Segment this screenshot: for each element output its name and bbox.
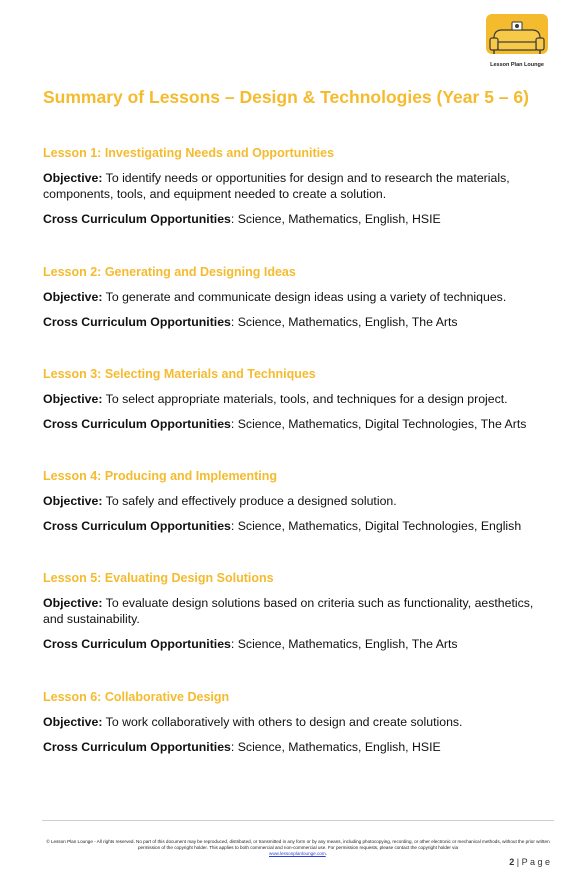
cross-curriculum-text: : Science, Mathematics, English, HSIE: [230, 212, 441, 226]
lesson-objective: [43, 289, 548, 305]
logo-text: Lesson Plan Lounge: [490, 62, 544, 68]
lesson-cross-curriculum: [43, 636, 548, 652]
objective-text: To generate and communicate design ideas using a variety of techniques.: [105, 290, 507, 304]
objective-label: Objective:: [43, 494, 103, 508]
lesson-4: [43, 469, 548, 543]
page-number-value: 2: [509, 857, 515, 867]
lesson-heading: Lesson 2: Generating and Designing Ideas: [43, 265, 296, 279]
cross-curriculum-label: Cross Curriculum Opportunities: [43, 740, 231, 754]
objective-label: Objective:: [43, 596, 103, 610]
link-suffix: .: [325, 851, 327, 856]
lesson-5: [43, 571, 548, 661]
sofa-logo-icon: [480, 12, 554, 62]
page-title: Summary of Lessons – Design & Technologies (Year 5 – 6): [43, 87, 529, 107]
lesson-objective: [43, 714, 548, 730]
page-number: [509, 857, 550, 867]
lesson-heading: Lesson 4: Producing and Implementing: [43, 469, 278, 483]
page-label: | P a g e: [516, 857, 550, 867]
objective-text: To evaluate design solutions based on criteria such as functionality, aesthetics, and sustainability.: [43, 596, 534, 626]
lesson-6: [43, 690, 548, 764]
lesson-objective: [43, 391, 548, 407]
objective-label: Objective:: [43, 290, 103, 304]
cross-curriculum-label: Cross Curriculum Opportunities: [43, 637, 231, 651]
cross-curriculum-text: : Science, Mathematics, English, The Arts: [230, 315, 458, 329]
objective-text: To select appropriate materials, tools, and techniques for a design project.: [105, 392, 508, 406]
lesson-objective: [43, 493, 548, 509]
cross-curriculum-text: : Science, Mathematics, Digital Technologies, The Arts: [230, 417, 527, 431]
objective-label: Objective:: [43, 715, 103, 729]
lesson-heading: Lesson 5: Evaluating Design Solutions: [43, 571, 274, 585]
lesson-cross-curriculum: [43, 739, 548, 755]
cross-curriculum-text: : Science, Mathematics, English, The Arts: [230, 637, 458, 651]
footer-divider: [42, 820, 554, 821]
lesson-heading: Lesson 6: Collaborative Design: [43, 690, 230, 704]
lesson-heading: Lesson 1: Investigating Needs and Opportunities: [43, 146, 335, 160]
lesson-1: [43, 146, 548, 236]
lesson-cross-curriculum: [43, 416, 548, 432]
lesson-objective: [43, 170, 548, 202]
cross-curriculum-label: Cross Curriculum Opportunities: [43, 212, 231, 226]
lesson-cross-curriculum: [43, 211, 548, 227]
logo: [480, 12, 554, 68]
objective-label: Objective:: [43, 171, 103, 185]
cross-curriculum-label: Cross Curriculum Opportunities: [43, 315, 231, 329]
cross-curriculum-text: : Science, Mathematics, English, HSIE: [230, 740, 441, 754]
copyright-text: © Lesson Plan Lounge - All rights reserved. No part of this document may be reproduced, distributed, or transmitted in any form or by any means, including photocopying, recording, or other electronic or mechanical methods, without the prior written permission of the copyright holder. This applies to both commercial and non-commercial use. For permission requests, please contact the copyright holder via: [46, 839, 550, 850]
website-link[interactable]: www.lessonplanlounge.com: [269, 851, 326, 856]
footer-copyright: [42, 839, 554, 857]
lesson-cross-curriculum: [43, 518, 548, 534]
objective-label: Objective:: [43, 392, 103, 406]
cross-curriculum-label: Cross Curriculum Opportunities: [43, 417, 231, 431]
lesson-2: [43, 265, 548, 339]
lesson-objective: [43, 595, 548, 627]
objective-text: To identify needs or opportunities for design and to research the materials, components, tools, and equipment needed to create a solution.: [43, 171, 510, 201]
lesson-cross-curriculum: [43, 314, 548, 330]
lesson-heading: Lesson 3: Selecting Materials and Techniques: [43, 367, 316, 381]
cross-curriculum-label: Cross Curriculum Opportunities: [43, 519, 231, 533]
cross-curriculum-text: : Science, Mathematics, Digital Technologies, English: [230, 519, 522, 533]
lesson-3: [43, 367, 548, 441]
objective-text: To safely and effectively produce a designed solution.: [105, 494, 397, 508]
objective-text: To work collaboratively with others to design and create solutions.: [105, 715, 463, 729]
